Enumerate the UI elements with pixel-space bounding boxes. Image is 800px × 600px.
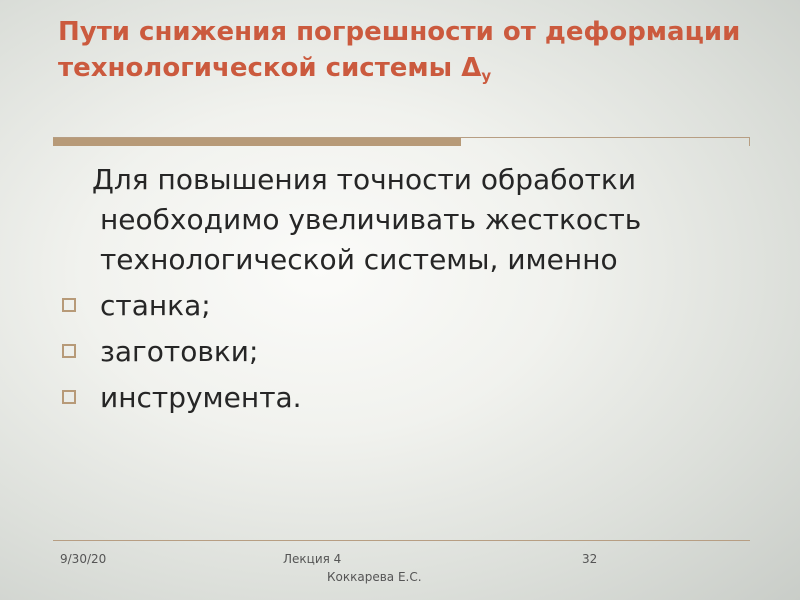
- bullet-text: станка;: [100, 289, 211, 322]
- intro-paragraph: Для повышения точности обработки необходимо увеличивать жесткость технологической системы, именно: [92, 163, 642, 276]
- slide-title-subscript: у: [481, 67, 492, 85]
- square-bullet-icon: [62, 298, 76, 312]
- slide-body: [58, 160, 758, 418]
- bullet-item: [58, 332, 758, 372]
- slide-title: [58, 14, 758, 94]
- footer-divider: [53, 540, 750, 541]
- title-divider-end: [749, 138, 750, 146]
- title-divider-accent: [53, 138, 461, 146]
- footer-author: Коккарева Е.С.: [327, 570, 422, 584]
- square-bullet-icon: [62, 344, 76, 358]
- footer-date: 9/30/20: [60, 552, 107, 566]
- bullet-text: заготовки;: [100, 335, 259, 368]
- footer-page-number: 32: [582, 552, 598, 566]
- square-bullet-icon: [62, 390, 76, 404]
- bullet-item: [58, 378, 758, 418]
- bullet-item: [58, 286, 758, 326]
- footer-lecture: Лекция 4: [283, 552, 342, 566]
- bullet-text: инструмента.: [100, 381, 302, 414]
- slide-title-text: Пути снижения погрешности от деформации технологической системы Δ: [58, 17, 741, 83]
